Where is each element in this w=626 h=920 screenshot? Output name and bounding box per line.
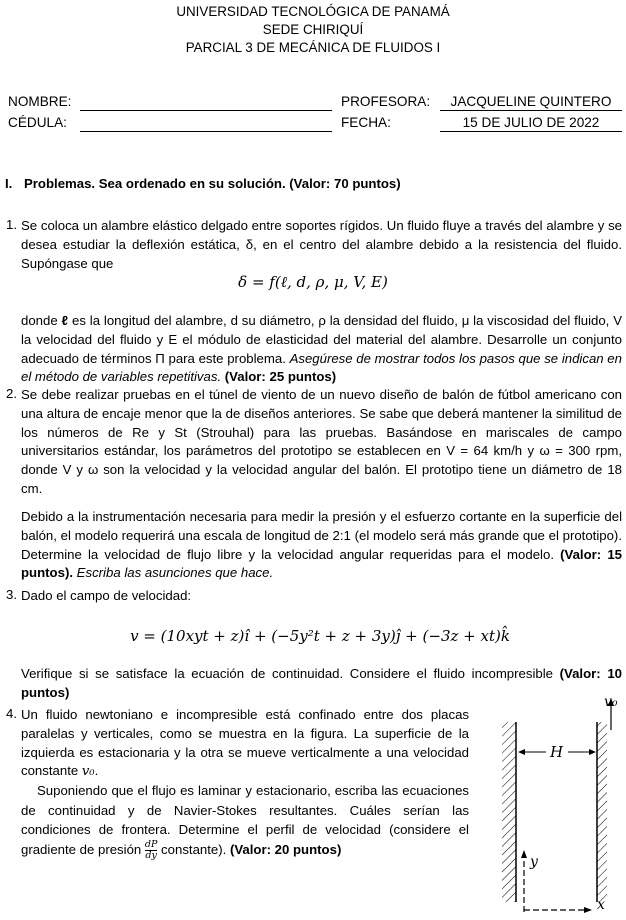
problem-1-number: 1. <box>6 217 17 232</box>
exam-header <box>0 3 626 57</box>
right-plate-hatch <box>597 722 607 902</box>
x-axis-label: x <box>597 897 605 913</box>
h-arrow-right <box>589 749 596 755</box>
problem-2-model: Debido a la instrumentación necesaria para medir la presión y el esfuerzo cortante en la superficie del balón, el modelo requerirá una escala de longitud de 2:1 (el modelo será más grande que el prototipo). Determine la velocidad de flujo libre y la velocidad angular requeridas para el modelo. (Valor: 15 puntos). Escriba las asunciones que hace. <box>21 509 622 581</box>
problem-4-statement: Un fluido newtoniano e incompresible está confinado entre dos placas paralelas y verticales, como se muestra en la figura. La superficie de la izquierda es estacionaria y la otra se mueve verticalmente a una velocidad constante v₀. <box>21 707 469 780</box>
y-axis-arrowhead <box>521 850 527 858</box>
problem-2-instruction: Escriba las asunciones que hace. <box>73 565 274 581</box>
university-name: UNIVERSIDAD TECNOLÓGICA DE PANAMÁ <box>176 4 450 19</box>
nombre-field[interactable] <box>80 110 332 111</box>
pressure-gradient-fraction: $\frac{dP}{dy}$ <box>144 838 158 861</box>
problem-4-value: (Valor: 20 puntos) <box>229 841 342 857</box>
problem-3-value: (Valor: 10 puntos) <box>21 666 622 700</box>
plates-diagram-svg <box>480 690 626 915</box>
v0-symbol: v₀ <box>81 764 95 780</box>
problem-1-instruction: Asegúrese de mostrar todos los pasos que se indican en el método de variables repetitivas. <box>21 350 622 385</box>
x-axis-arrowhead <box>584 907 592 913</box>
ell-symbol: ℓ <box>61 313 69 328</box>
campus-name: SEDE CHIRIQUÍ <box>262 22 364 37</box>
problem-3-number: 3. <box>6 587 17 602</box>
left-plate-hatch <box>502 722 516 902</box>
problem-3-equation: v = (10xyt + z)î + (−5y²t + z + 3y)ĵ + (−3z + xt)k̂ <box>130 627 510 645</box>
fecha-label: FECHA: <box>341 115 391 130</box>
section-title: Problemas. Sea ordenado en su solución. (Valor: 70 puntos) <box>24 176 401 191</box>
profesora-value: JACQUELINE QUINTERO <box>440 94 622 111</box>
fecha-value: 15 DE JULIO DE 2022 <box>440 115 622 132</box>
h-label: H <box>550 743 564 761</box>
profesora-label: PROFESORA: <box>341 94 431 109</box>
problem-2-statement: Se debe realizar pruebas en el túnel de viento de un nuevo diseño de balón de fútbol americano con una altura de encaje menor que la de diseños anteriores. Se sabe que deberá mantener la similitud de los números de Re y St (Strouhal) para las pruebas. Basándose en mariscales de campo universitarios estándar, los parámetros del prototipo se establecen en V = 64 km/h y ω = 300 rpm, donde V y ω son la velocidad y la velocidad angular del balón. El prototipo tiene un diámetro de 18 cm. <box>21 387 622 496</box>
problem-1-value: (Valor: 25 puntos) <box>221 369 337 385</box>
nombre-label: NOMBRE: <box>8 94 72 109</box>
problem-2-number: 2. <box>6 386 17 401</box>
problem-1-description: donde ℓ es la longitud del alambre, d su diámetro, ρ la densidad del fluido, μ la viscosidad del fluido, V la velocidad del fluido y E el módulo de elasticidad del material del alambre. Desarrolle un conjunto adecuado de términos Π para este problema. Asegúrese de mostrar todos los pasos que se indican en el método de variables repetitivas. (Valor: 25 puntos) <box>21 313 622 385</box>
problem-3-question: Verifique si se satisface la ecuación de continuidad. Considere el fluido incompresible (Valor: 10 puntos) <box>21 666 622 700</box>
cedula-label: CÉDULA: <box>8 115 67 130</box>
problem-1-statement: Se coloca un alambre elástico delgado entre soportes rígidos. Un fluido fluye a través del alambre y se desea estudiar la deflexión estática, δ, en el centro del alambre debido a la resistencia del fluido. Supóngase que <box>21 218 622 271</box>
cedula-field[interactable] <box>80 131 332 132</box>
h-arrow-left <box>518 749 525 755</box>
problem-2-value: (Valor: 15 puntos). <box>21 546 622 581</box>
exam-title: PARCIAL 3 DE MECÁNICA DE FLUIDOS I <box>185 40 441 55</box>
problem-4-question: Suponiendo que el flujo es laminar y estacionario, escriba las ecuaciones de continuidad y de Navier-Stokes resultantes. Cuáles serían las condiciones de frontera. Determine el perfil de velocidad (considere el gradiente de presión $\frac{dP}{dy}$ constante). (Valor: 20 puntos) <box>21 783 469 861</box>
problem-4-number: 4. <box>6 706 17 721</box>
section-roman: I. <box>5 176 13 191</box>
problem-3-statement: Dado el campo de velocidad: <box>21 588 192 603</box>
y-axis-label: y <box>530 854 538 870</box>
problem-1-equation: δ = f(ℓ, d, ρ, μ, V, E) <box>238 273 388 291</box>
parallel-plates-figure <box>480 690 626 915</box>
v0-label: v₀ <box>604 694 618 710</box>
